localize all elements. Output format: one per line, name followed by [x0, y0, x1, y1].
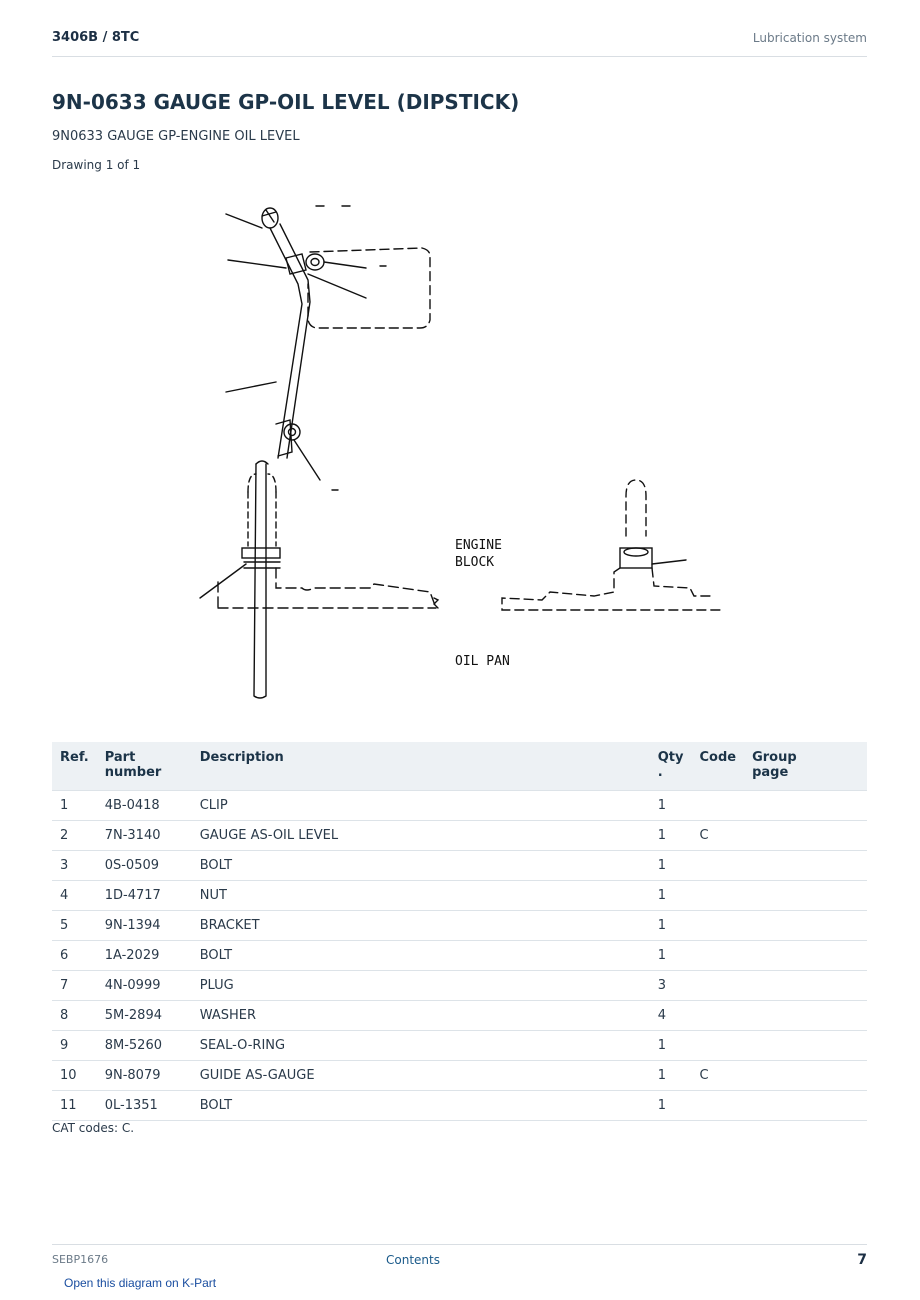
cell-part-number: 1A-2029: [97, 941, 192, 971]
cell-group: [744, 791, 867, 821]
leader-1: [226, 214, 262, 228]
seal-ring-left: [242, 548, 280, 558]
cell-part-number: 1D-4717: [97, 881, 192, 911]
cell-ref: 5: [52, 911, 97, 941]
cell-code: [691, 1031, 744, 1061]
dipstick-knob: [262, 208, 278, 228]
cell-ref: 7: [52, 971, 97, 1001]
tube-lower: [254, 464, 266, 698]
oil-pan-label: OIL PAN: [455, 654, 510, 669]
model-label: 3406B / 8TC: [52, 30, 140, 45]
cell-qty: 3: [650, 971, 692, 1001]
cell-ref: 9: [52, 1031, 97, 1061]
table-row: [52, 851, 867, 881]
open-kpart-link[interactable]: Open this diagram on K-Part: [64, 1276, 217, 1290]
cell-description: PLUG: [192, 971, 650, 1001]
table-row: [52, 1091, 867, 1121]
cell-description: BOLT: [192, 941, 650, 971]
cell-qty: 4: [650, 1001, 692, 1031]
table-row: [52, 941, 867, 971]
table-header-row: [52, 742, 867, 791]
engine-block-label-2: BLOCK: [455, 555, 495, 570]
cat-codes-note: CAT codes: C.: [52, 1121, 135, 1135]
guide-sleeve: [248, 492, 276, 546]
cell-description: NUT: [192, 881, 650, 911]
table-row: [52, 911, 867, 941]
bolt-upper: [306, 254, 324, 270]
col-description: Description: [192, 742, 650, 791]
leader-3: [324, 262, 366, 268]
cell-ref: 6: [52, 941, 97, 971]
leader-4: [308, 274, 366, 298]
cell-group: [744, 941, 867, 971]
cell-qty: 1: [650, 911, 692, 941]
cell-code: [691, 851, 744, 881]
document-id: SEBP1676: [52, 1253, 109, 1266]
col-part-number: Part number: [97, 742, 192, 791]
table-row: [52, 1061, 867, 1091]
cell-group: [744, 911, 867, 941]
col-code: Code: [691, 742, 744, 791]
cell-qty: 1: [650, 791, 692, 821]
dipstick-diagram: [190, 196, 730, 706]
cell-description: SEAL-O-RING: [192, 1031, 650, 1061]
leader-8: [652, 560, 686, 564]
cell-ref: 11: [52, 1091, 97, 1121]
cell-code: C: [691, 821, 744, 851]
detail-guide: [626, 480, 646, 536]
cell-ref: 1: [52, 791, 97, 821]
cell-part-number: 9N-8079: [97, 1061, 192, 1091]
cell-description: GAUGE AS-OIL LEVEL: [192, 821, 650, 851]
table-row: [52, 791, 867, 821]
cell-group: [744, 1061, 867, 1091]
cell-code: C: [691, 1061, 744, 1091]
col-group-page: Group page: [744, 742, 867, 791]
page-subtitle: 9N0633 GAUGE GP-ENGINE OIL LEVEL: [52, 129, 300, 144]
leader-2: [228, 260, 286, 268]
table-row: [52, 971, 867, 1001]
cell-ref: 8: [52, 1001, 97, 1031]
cell-description: BOLT: [192, 1091, 650, 1121]
leader-7: [200, 564, 246, 598]
cell-group: [744, 881, 867, 911]
detail-flange: [502, 568, 720, 610]
leader-5: [226, 382, 276, 392]
cell-part-number: 8M-5260: [97, 1031, 192, 1061]
cell-group: [744, 821, 867, 851]
cell-code: [691, 941, 744, 971]
col-ref: Ref.: [52, 742, 97, 791]
cell-qty: 1: [650, 941, 692, 971]
cell-description: CLIP: [192, 791, 650, 821]
cell-qty: 1: [650, 1031, 692, 1061]
engine-block-outline: [308, 248, 430, 328]
cell-part-number: 0L-1351: [97, 1091, 192, 1121]
tube-upper-right: [280, 224, 310, 458]
cell-ref: 10: [52, 1061, 97, 1091]
table-row: [52, 821, 867, 851]
block-flange-left: [218, 568, 436, 608]
table-row: [52, 1031, 867, 1061]
tube-upper-left: [270, 228, 302, 458]
table-row: [52, 881, 867, 911]
cell-code: [691, 911, 744, 941]
cell-part-number: 0S-0509: [97, 851, 192, 881]
cell-part-number: 5M-2894: [97, 1001, 192, 1031]
cell-qty: 1: [650, 1061, 692, 1091]
section-label: Lubrication system: [752, 31, 867, 45]
cell-part-number: 4B-0418: [97, 791, 192, 821]
cell-qty: 1: [650, 881, 692, 911]
cell-description: BRACKET: [192, 911, 650, 941]
cell-description: WASHER: [192, 1001, 650, 1031]
col-qty: Qty .: [650, 742, 692, 791]
page-header: [52, 28, 867, 57]
table-row: [52, 1001, 867, 1031]
cell-qty: 1: [650, 1091, 692, 1121]
cell-group: [744, 1001, 867, 1031]
cell-qty: 1: [650, 821, 692, 851]
cell-group: [744, 851, 867, 881]
cell-code: [691, 971, 744, 1001]
leader-6: [294, 440, 320, 480]
cell-ref: 3: [52, 851, 97, 881]
drawing-count-label: Drawing 1 of 1: [52, 158, 141, 172]
cell-part-number: 4N-0999: [97, 971, 192, 1001]
cell-part-number: 7N-3140: [97, 821, 192, 851]
cell-description: BOLT: [192, 851, 650, 881]
cell-group: [744, 1031, 867, 1061]
cell-description: GUIDE AS-GAUGE: [192, 1061, 650, 1091]
cell-part-number: 9N-1394: [97, 911, 192, 941]
cell-qty: 1: [650, 851, 692, 881]
cell-ref: 2: [52, 821, 97, 851]
engine-block-label-1: ENGINE: [455, 538, 502, 553]
parts-table: [52, 742, 867, 1121]
contents-link[interactable]: Contents: [386, 1253, 440, 1267]
cell-code: [691, 1001, 744, 1031]
page-footer: [52, 1244, 867, 1275]
cell-code: [691, 791, 744, 821]
page-title: 9N-0633 GAUGE GP-OIL LEVEL (DIPSTICK): [52, 90, 520, 114]
cell-ref: 4: [52, 881, 97, 911]
cell-code: [691, 881, 744, 911]
page-number: 7: [857, 1252, 867, 1268]
cell-group: [744, 1091, 867, 1121]
cell-code: [691, 1091, 744, 1121]
cell-group: [744, 971, 867, 1001]
